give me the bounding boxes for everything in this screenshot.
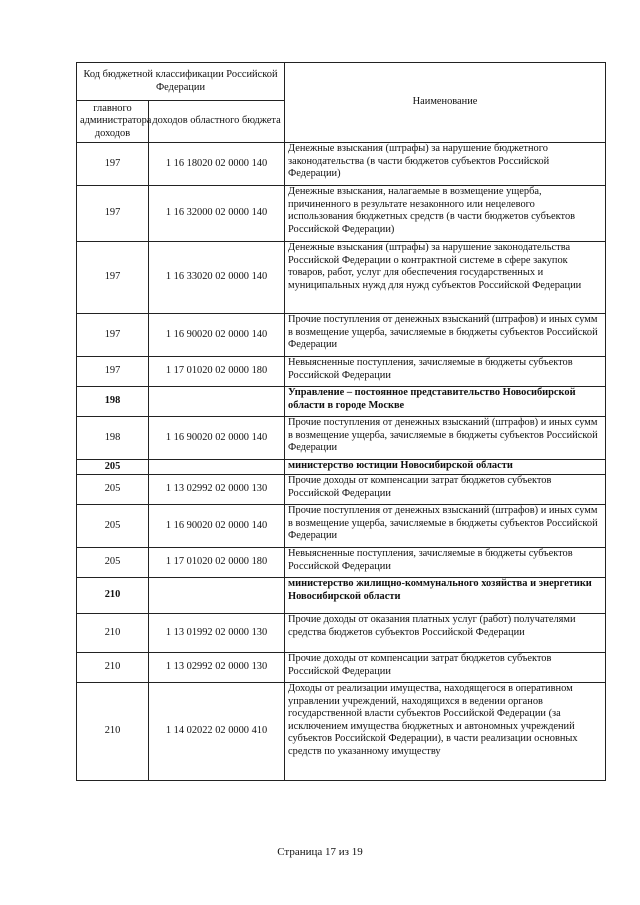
admin-code-cell: 197 [77,242,149,314]
name-cell: Денежные взыскания, налагаемые в возмещение ущерба, причиненного в результате незаконного или нецелевого использования бюджетных средств (в части бюджетов субъектов Российской Федерации) [285,186,606,242]
table-row [77,460,606,475]
admin-code-cell: 197 [77,186,149,242]
admin-code-cell: 197 [77,357,149,387]
name-cell: Доходы от реализации имущества, находящегося в оперативном управлении учреждений, находящихся в ведении органов государственной власти субъектов Российской Федерации (за исключением имущества бюджетных и автономных учреждений субъектов Российской Федерации), в части реализации основных средств по указанному имуществу [285,683,606,781]
income-code-cell: 1 16 18020 02 0000 140 [149,143,285,186]
admin-code-cell: 210 [77,578,149,614]
page-number: Страница 17 из 19 [277,846,363,858]
table-row [77,578,606,614]
name-cell: Прочие доходы от оказания платных услуг (работ) получателями средства бюджетов субъектов Российской Федерации [285,614,606,653]
table-row [77,357,606,387]
admin-code-cell: 210 [77,653,149,683]
name-cell: Прочие поступления от денежных взысканий (штрафов) и иных сумм в возмещение ущерба, зачисляемые в бюджеты субъектов Российской Федерации [285,314,606,357]
name-cell: Управление – постоянное представительство Новосибирской области в городе Москве [285,387,606,417]
table-row [77,314,606,357]
table-row [77,387,606,417]
income-code-cell: 1 16 32000 02 0000 140 [149,186,285,242]
admin-code-cell: 210 [77,614,149,653]
name-cell: Невыясненные поступления, зачисляемые в бюджеты субъектов Российской Федерации [285,548,606,578]
header-admin-code: главного администратора доходов [77,101,149,143]
table-row [77,242,606,314]
income-code-cell: 1 14 02022 02 0000 410 [149,683,285,781]
table-row [77,417,606,460]
table-row [77,186,606,242]
header-budget-code-group: Код бюджетной классификации Российской Федерации [77,63,285,101]
name-cell: Прочие доходы от компенсации затрат бюджетов субъектов Российской Федерации [285,653,606,683]
table-row [77,475,606,505]
income-code-cell [149,460,285,475]
income-code-cell: 1 13 02992 02 0000 130 [149,475,285,505]
table-row [77,614,606,653]
income-code-cell: 1 16 90020 02 0000 140 [149,417,285,460]
name-cell: Прочие доходы от компенсации затрат бюджетов субъектов Российской Федерации [285,475,606,505]
name-cell: Невыясненные поступления, зачисляемые в бюджеты субъектов Российской Федерации [285,357,606,387]
admin-code-cell: 205 [77,548,149,578]
table-row [77,683,606,781]
name-cell: Денежные взыскания (штрафы) за нарушение законодательства Российской Федерации о контрактной системе в сфере закупок товаров, работ, услуг для обеспечения государственных и муниципальных нужд для нужд субъектов Российской Федерации [285,242,606,314]
income-code-cell: 1 16 90020 02 0000 140 [149,314,285,357]
name-cell: министерство юстиции Новосибирской области [285,460,606,475]
budget-classification-table [76,62,606,781]
admin-code-cell: 198 [77,387,149,417]
table-body [77,143,606,781]
income-code-cell: 1 13 02992 02 0000 130 [149,653,285,683]
admin-code-cell: 197 [77,143,149,186]
header-name: Наименование [285,63,606,143]
name-cell: Денежные взыскания (штрафы) за нарушение бюджетного законодательства (в части бюджетов субъектов Российской Федерации) [285,143,606,186]
income-code-cell [149,578,285,614]
table-row [77,653,606,683]
name-cell: Прочие поступления от денежных взысканий (штрафов) и иных сумм в возмещение ущерба, зачисляемые в бюджеты субъектов Российской Федерации [285,505,606,548]
income-code-cell: 1 16 33020 02 0000 140 [149,242,285,314]
admin-code-cell: 210 [77,683,149,781]
admin-code-cell: 198 [77,417,149,460]
income-code-cell: 1 13 01992 02 0000 130 [149,614,285,653]
name-cell: Прочие поступления от денежных взысканий (штрафов) и иных сумм в возмещение ущерба, зачисляемые в бюджеты субъектов Российской Федерации [285,417,606,460]
admin-code-cell: 197 [77,314,149,357]
table-row [77,505,606,548]
admin-code-cell: 205 [77,475,149,505]
admin-code-cell: 205 [77,505,149,548]
table-row [77,548,606,578]
header-income-code: доходов областного бюджета [149,101,285,143]
income-code-cell: 1 16 90020 02 0000 140 [149,505,285,548]
income-code-cell: 1 17 01020 02 0000 180 [149,548,285,578]
income-code-cell [149,387,285,417]
income-code-cell: 1 17 01020 02 0000 180 [149,357,285,387]
name-cell: министерство жилищно-коммунального хозяйства и энергетики Новосибирской области [285,578,606,614]
admin-code-cell: 205 [77,460,149,475]
table-row [77,143,606,186]
